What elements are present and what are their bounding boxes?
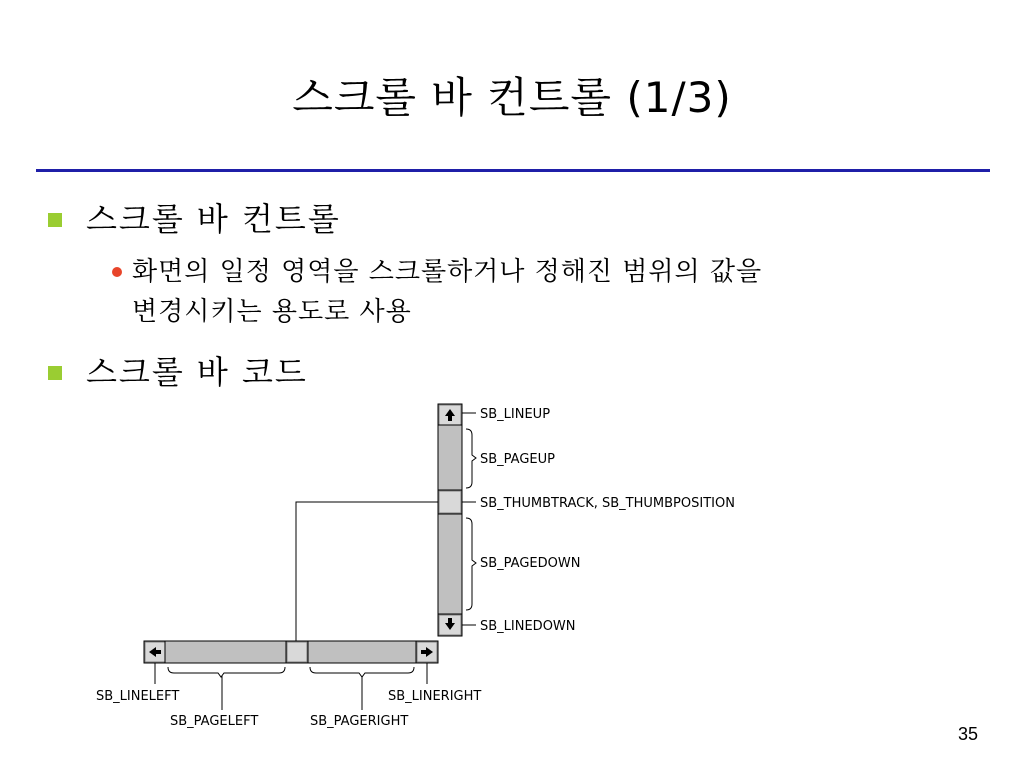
label-sb-pageup: SB_PAGEUP [480,452,555,467]
label-sb-lineleft: SB_LINELEFT [96,689,180,704]
down-arrow-icon [439,615,461,635]
label-sb-pagedown: SB_PAGEDOWN [480,556,581,571]
slide-title: 스크롤 바 컨트롤 (1/3) [292,73,732,122]
right-arrow-icon [417,642,437,662]
bullet-scrollbar-control: 스크롤 바 컨트롤 [86,200,341,238]
label-sb-lineup: SB_LINEUP [480,407,551,422]
bullet-scrollbar-codes: 스크롤 바 코드 [86,353,308,391]
up-arrow-icon [439,405,461,425]
horizontal-scrollbar [144,641,438,663]
left-arrow-icon [145,642,165,662]
bullet-description-line2: 변경시키는 용도로 사용 [132,297,412,327]
label-sb-linedown: SB_LINEDOWN [480,619,576,634]
vertical-thumb [438,490,462,514]
horizontal-callouts [155,663,427,710]
vertical-scrollbar [438,404,462,636]
label-sb-pageright: SB_PAGERIGHT [310,714,409,729]
thumb-connector [296,502,438,641]
vertical-callouts [462,413,476,625]
label-sb-pageleft: SB_PAGELEFT [170,714,259,729]
label-sb-lineright: SB_LINERIGHT [388,689,482,704]
bullet-description-line1: 화면의 일정 영역을 스크롤하거나 정해진 범위의 값을 [132,257,763,287]
label-sb-thumb: SB_THUMBTRACK, SB_THUMBPOSITION [480,496,735,511]
horizontal-thumb [286,641,308,663]
page-number: 35 [957,724,978,744]
